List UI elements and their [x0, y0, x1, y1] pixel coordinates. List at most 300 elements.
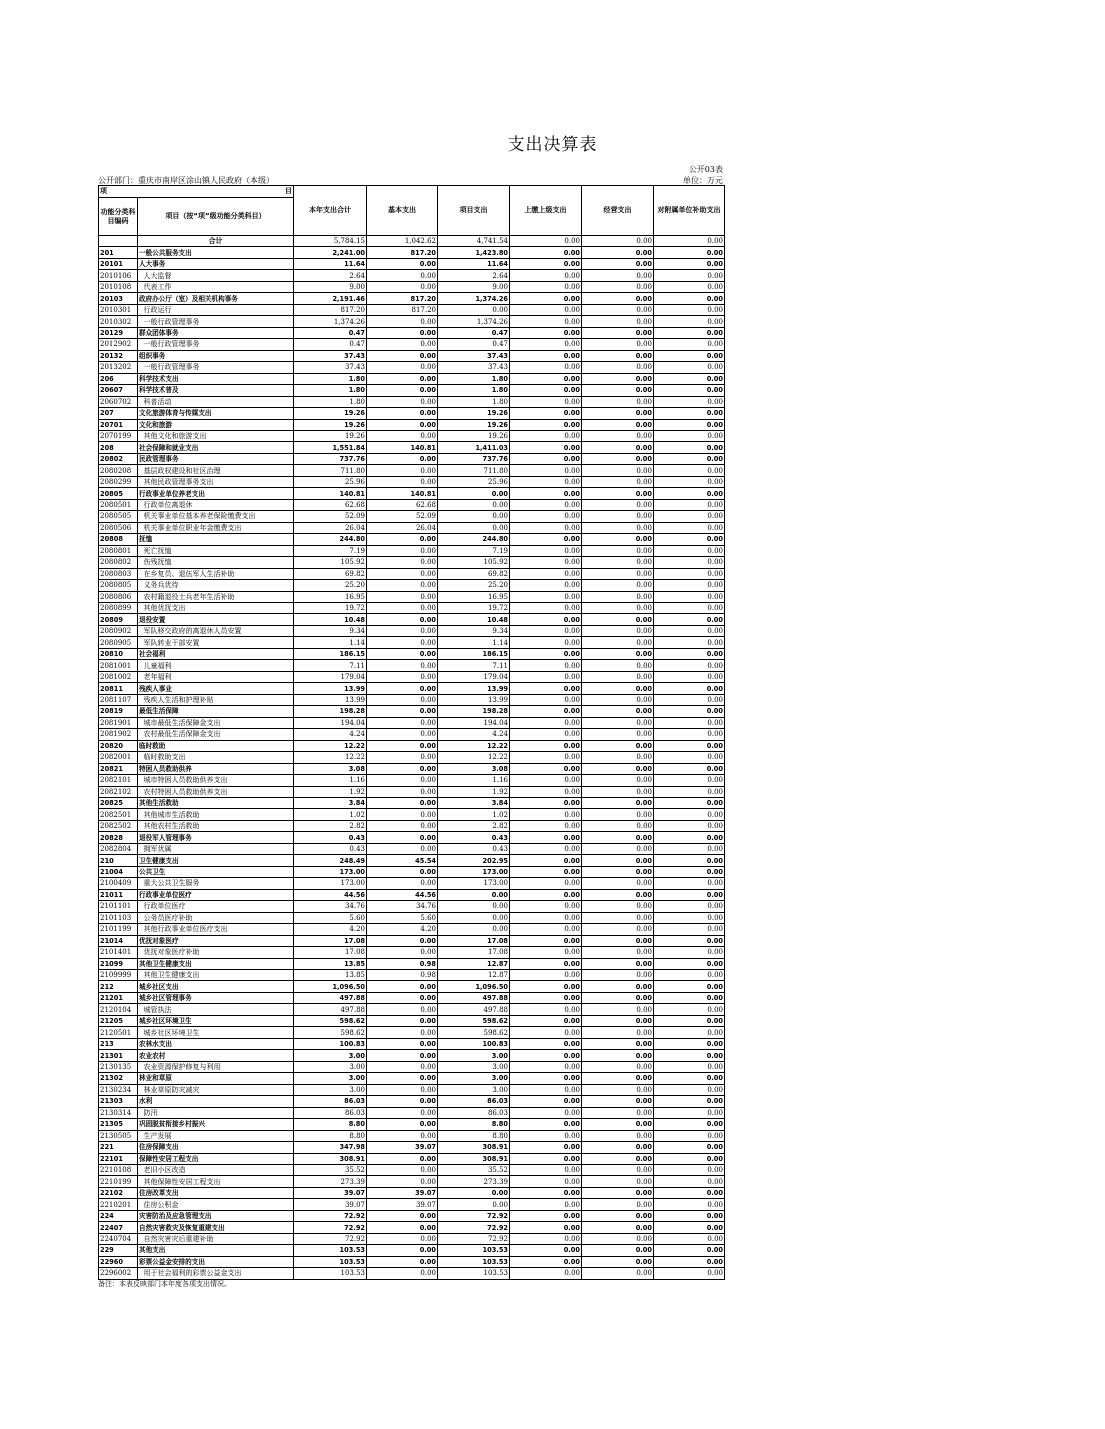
cell-total: 0.47 [294, 339, 367, 350]
cell-project: 0.00 [438, 901, 510, 912]
row-name: 科学技术支出 [138, 373, 294, 384]
cell-subsidy: 0.00 [654, 557, 725, 568]
row-name: 政府办公厅（室）及相关机构事务 [138, 293, 294, 304]
table-row [99, 1119, 725, 1130]
row-name: 文化旅游体育与传媒支出 [138, 408, 294, 419]
row-name: 行政运行 [138, 304, 294, 315]
table-row [99, 1061, 725, 1072]
cell-project: 0.00 [438, 488, 510, 499]
cell-project: 25.20 [438, 580, 510, 591]
cell-remit: 0.00 [510, 637, 582, 648]
cell-total: 12.22 [294, 740, 367, 751]
cell-total: 1.80 [294, 396, 367, 407]
table-row [99, 1256, 725, 1267]
cell-remit: 0.00 [510, 878, 582, 889]
cell-remit: 0.00 [510, 603, 582, 614]
row-code: 21305 [99, 1119, 138, 1130]
cell-subsidy: 0.00 [654, 1061, 725, 1072]
row-name: 城管执法 [138, 1004, 294, 1015]
cell-subsidy: 0.00 [654, 752, 725, 763]
row-code: 210 [99, 855, 138, 866]
cell-project: 1.14 [438, 637, 510, 648]
cell-project: 198.28 [438, 706, 510, 717]
table-row [99, 981, 725, 992]
row-code: 20129 [99, 327, 138, 338]
cell-remit: 0.00 [510, 970, 582, 981]
table-row [99, 729, 725, 740]
cell-subsidy: 0.00 [654, 1073, 725, 1084]
row-name: 机关事业单位基本养老保险缴费支出 [138, 511, 294, 522]
table-row [99, 625, 725, 636]
cell-project: 9.00 [438, 281, 510, 292]
cell-subsidy: 0.00 [654, 408, 725, 419]
table-row [99, 671, 725, 682]
cell-operating: 0.00 [582, 786, 654, 797]
cell-subsidy: 0.00 [654, 591, 725, 602]
cell-operating: 0.00 [582, 247, 654, 258]
cell-remit: 0.00 [510, 809, 582, 820]
cell-total: 37.43 [294, 350, 367, 361]
row-code: 20828 [99, 832, 138, 843]
header-col-subsidy: 对附属单位补助支出 [654, 186, 725, 236]
cell-subsidy: 0.00 [654, 580, 725, 591]
cell-total: 1.16 [294, 775, 367, 786]
cell-operating: 0.00 [582, 797, 654, 808]
cell-total: 8.80 [294, 1130, 367, 1141]
cell-subsidy: 0.00 [654, 1199, 725, 1210]
cell-project: 0.47 [438, 339, 510, 350]
cell-subsidy: 0.00 [654, 970, 725, 981]
cell-subsidy: 0.00 [654, 1107, 725, 1118]
row-code: 20811 [99, 683, 138, 694]
cell-total: 3.00 [294, 1050, 367, 1061]
header-col-project: 项目支出 [438, 186, 510, 236]
row-name: 公务员医疗补助 [138, 912, 294, 923]
cell-subsidy: 0.00 [654, 832, 725, 843]
cell-remit: 0.00 [510, 316, 582, 327]
row-code: 2081107 [99, 694, 138, 705]
cell-basic: 0.00 [367, 1050, 438, 1061]
table-row [99, 442, 725, 453]
cell-project: 3.08 [438, 763, 510, 774]
table-row [99, 775, 725, 786]
cell-project: 12.22 [438, 752, 510, 763]
cell-project: 0.00 [438, 912, 510, 923]
row-name: 在乡复员、退伍军人生活补助 [138, 568, 294, 579]
cell-remit: 0.00 [510, 958, 582, 969]
cell-subsidy: 0.00 [654, 1187, 725, 1198]
row-name: 老年福利 [138, 671, 294, 682]
header-col-total: 本年支出合计 [294, 186, 367, 236]
header-code: 功能分类科目编码 [99, 198, 138, 236]
cell-basic: 0.00 [367, 878, 438, 889]
cell-basic: 0.00 [367, 1027, 438, 1038]
row-code: 20701 [99, 419, 138, 430]
row-name: 拥军优属 [138, 843, 294, 854]
cell-total: 17.08 [294, 947, 367, 958]
row-code: 2080801 [99, 545, 138, 556]
table-row [99, 1050, 725, 1061]
table-row [99, 797, 725, 808]
cell-basic: 817.20 [367, 293, 438, 304]
cell-subsidy: 0.00 [654, 385, 725, 396]
cell-total: 194.04 [294, 717, 367, 728]
table-row [99, 350, 725, 361]
cell-total: 7.19 [294, 545, 367, 556]
table-row [99, 992, 725, 1003]
cell-total: 39.07 [294, 1187, 367, 1198]
table-row [99, 809, 725, 820]
row-code: 2080905 [99, 637, 138, 648]
cell-basic: 0.98 [367, 958, 438, 969]
cell-remit: 0.00 [510, 385, 582, 396]
cell-subsidy: 0.00 [654, 568, 725, 579]
cell-total: 186.15 [294, 648, 367, 659]
row-name: 组织事务 [138, 350, 294, 361]
cell-basic: 0.00 [367, 992, 438, 1003]
cell-project: 19.26 [438, 430, 510, 441]
row-code: 206 [99, 373, 138, 384]
cell-operating: 0.00 [582, 648, 654, 659]
cell-total: 86.03 [294, 1107, 367, 1118]
cell-basic: 0.00 [367, 683, 438, 694]
cell-basic: 0.00 [367, 258, 438, 269]
row-name: 机关事业单位职业年金缴费支出 [138, 522, 294, 533]
cell-basic: 0.00 [367, 981, 438, 992]
cell-remit: 0.00 [510, 786, 582, 797]
table-row [99, 912, 725, 923]
row-name: 义务兵优待 [138, 580, 294, 591]
cell-project: 13.99 [438, 694, 510, 705]
cell-basic: 0.00 [367, 1233, 438, 1244]
cell-remit: 0.00 [510, 1084, 582, 1095]
cell-operating: 0.00 [582, 1015, 654, 1026]
row-name: 老旧小区改造 [138, 1164, 294, 1175]
row-name: 公共卫生 [138, 866, 294, 877]
cell-subsidy: 0.00 [654, 1268, 725, 1279]
cell-basic: 0.00 [367, 1119, 438, 1130]
row-code: 2080805 [99, 580, 138, 591]
table-row [99, 419, 725, 430]
cell-basic: 0.00 [367, 476, 438, 487]
table-row [99, 1107, 725, 1118]
cell-remit: 0.00 [510, 820, 582, 831]
table-row [99, 511, 725, 522]
cell-basic: 0.00 [367, 465, 438, 476]
cell-basic: 0.00 [367, 1245, 438, 1256]
row-code: 20132 [99, 350, 138, 361]
table-row [99, 385, 725, 396]
cell-operating: 0.00 [582, 763, 654, 774]
cell-remit: 0.00 [510, 339, 582, 350]
cell-subsidy: 0.00 [654, 419, 725, 430]
cell-operating: 0.00 [582, 694, 654, 705]
cell-operating: 0.00 [582, 568, 654, 579]
cell-operating: 0.00 [582, 293, 654, 304]
table-row [99, 637, 725, 648]
row-name: 人大事务 [138, 258, 294, 269]
cell-remit: 0.00 [510, 396, 582, 407]
table-row [99, 293, 725, 304]
cell-project: 4.24 [438, 729, 510, 740]
cell-total: 17.08 [294, 935, 367, 946]
footnote: 备注：本表反映部门本年度各项支出情况。 [98, 1280, 231, 1288]
cell-operating: 0.00 [582, 1084, 654, 1095]
row-name: 残疾人事业 [138, 683, 294, 694]
cell-total: 244.80 [294, 534, 367, 545]
cell-basic: 0.00 [367, 935, 438, 946]
cell-basic: 0.00 [367, 637, 438, 648]
row-code: 20101 [99, 258, 138, 269]
cell-remit: 0.00 [510, 419, 582, 430]
row-name: 城乡社区管理事务 [138, 992, 294, 1003]
cell-total: 273.39 [294, 1176, 367, 1187]
cell-subsidy: 0.00 [654, 1050, 725, 1061]
cell-total: 347.98 [294, 1142, 367, 1153]
cell-remit: 0.00 [510, 992, 582, 1003]
cell-remit: 0.00 [510, 1268, 582, 1279]
cell-operating: 0.00 [582, 625, 654, 636]
cell-project: 308.91 [438, 1153, 510, 1164]
cell-subsidy: 0.00 [654, 281, 725, 292]
row-code: 22102 [99, 1187, 138, 1198]
cell-operating: 0.00 [582, 1096, 654, 1107]
table-row [99, 958, 725, 969]
table-row [99, 534, 725, 545]
row-code: 21201 [99, 992, 138, 1003]
cell-total: 13.99 [294, 683, 367, 694]
cell-remit: 0.00 [510, 270, 582, 281]
cell-subsidy: 0.00 [654, 465, 725, 476]
cell-basic: 0.00 [367, 1096, 438, 1107]
row-code: 22407 [99, 1222, 138, 1233]
cell-remit: 0.00 [510, 499, 582, 510]
cell-basic: 0.00 [367, 1164, 438, 1175]
cell-project: 0.00 [438, 304, 510, 315]
cell-basic: 0.00 [367, 270, 438, 281]
cell-basic: 0.00 [367, 625, 438, 636]
cell-subsidy: 0.00 [654, 614, 725, 625]
cell-project: 0.43 [438, 832, 510, 843]
cell-remit: 0.00 [510, 453, 582, 464]
cell-operating: 0.00 [582, 362, 654, 373]
cell-total: 69.82 [294, 568, 367, 579]
row-name: 自然灾害救灾及恢复重建支出 [138, 1222, 294, 1233]
cell-basic: 0.00 [367, 1084, 438, 1095]
cell-remit: 0.00 [510, 763, 582, 774]
cell-subsidy: 0.00 [654, 1015, 725, 1026]
row-name: 其他保障性安居工程支出 [138, 1176, 294, 1187]
table-row [99, 488, 725, 499]
cell-project: 69.82 [438, 568, 510, 579]
cell-basic: 0.00 [367, 603, 438, 614]
row-code: 21004 [99, 866, 138, 877]
row-code: 21099 [99, 958, 138, 969]
cell-subsidy: 0.00 [654, 247, 725, 258]
cell-basic: 0.00 [367, 1210, 438, 1221]
cell-basic: 0.00 [367, 648, 438, 659]
cell-total: 1.14 [294, 637, 367, 648]
cell-remit: 0.00 [510, 683, 582, 694]
cell-remit: 0.00 [510, 465, 582, 476]
cell-total: 34.76 [294, 901, 367, 912]
cell-basic: 0.00 [367, 534, 438, 545]
cell-basic: 26.04 [367, 522, 438, 533]
cell-project: 1.16 [438, 775, 510, 786]
cell-remit: 0.00 [510, 327, 582, 338]
table-row [99, 580, 725, 591]
table-row [99, 924, 725, 935]
table-row [99, 820, 725, 831]
cell-basic: 39.07 [367, 1199, 438, 1210]
row-code [99, 236, 138, 247]
cell-total: 2.82 [294, 820, 367, 831]
cell-project: 711.80 [438, 465, 510, 476]
cell-subsidy: 0.00 [654, 1027, 725, 1038]
row-code: 20805 [99, 488, 138, 499]
cell-subsidy: 0.00 [654, 809, 725, 820]
cell-operating: 0.00 [582, 683, 654, 694]
cell-basic: 0.00 [367, 729, 438, 740]
cell-remit: 0.00 [510, 1073, 582, 1084]
cell-subsidy: 0.00 [654, 912, 725, 923]
row-code: 20820 [99, 740, 138, 751]
cell-project: 7.19 [438, 545, 510, 556]
cell-remit: 0.00 [510, 797, 582, 808]
cell-basic: 0.00 [367, 717, 438, 728]
row-code: 2210199 [99, 1176, 138, 1187]
cell-operating: 0.00 [582, 878, 654, 889]
row-name: 临时救助支出 [138, 752, 294, 763]
cell-remit: 0.00 [510, 350, 582, 361]
cell-project: 0.43 [438, 843, 510, 854]
cell-project: 11.64 [438, 258, 510, 269]
cell-total: 37.43 [294, 362, 367, 373]
cell-project: 86.03 [438, 1107, 510, 1118]
row-code: 22101 [99, 1153, 138, 1164]
cell-operating: 0.00 [582, 258, 654, 269]
row-code: 2080803 [99, 568, 138, 579]
cell-project: 17.08 [438, 947, 510, 958]
table-row [99, 258, 725, 269]
row-name: 一般公共服务支出 [138, 247, 294, 258]
row-code: 2100409 [99, 878, 138, 889]
row-name: 社会福利 [138, 648, 294, 659]
cell-total: 2,241.00 [294, 247, 367, 258]
cell-basic: 0.00 [367, 752, 438, 763]
cell-basic: 0.00 [367, 1176, 438, 1187]
cell-operating: 0.00 [582, 1164, 654, 1175]
row-name: 生产发展 [138, 1130, 294, 1141]
cell-basic: 0.00 [367, 580, 438, 591]
row-name: 合计 [138, 236, 294, 247]
row-name: 群众团体事务 [138, 327, 294, 338]
cell-operating: 0.00 [582, 1176, 654, 1187]
row-name: 一般行政管理事务 [138, 362, 294, 373]
cell-basic: 5.60 [367, 912, 438, 923]
cell-total: 19.26 [294, 408, 367, 419]
cell-total: 9.34 [294, 625, 367, 636]
cell-remit: 0.00 [510, 1004, 582, 1015]
cell-project: 497.88 [438, 1004, 510, 1015]
cell-subsidy: 0.00 [654, 786, 725, 797]
row-code: 22960 [99, 1256, 138, 1267]
cell-operating: 0.00 [582, 465, 654, 476]
cell-project: 35.52 [438, 1164, 510, 1175]
cell-subsidy: 0.00 [654, 797, 725, 808]
row-code: 2080299 [99, 476, 138, 487]
cell-subsidy: 0.00 [654, 316, 725, 327]
cell-operating: 0.00 [582, 1130, 654, 1141]
cell-remit: 0.00 [510, 935, 582, 946]
cell-project: 86.03 [438, 1096, 510, 1107]
cell-basic: 0.00 [367, 671, 438, 682]
cell-total: 13.85 [294, 970, 367, 981]
table-row [99, 327, 725, 338]
table-row [99, 878, 725, 889]
row-code: 2082101 [99, 775, 138, 786]
cell-subsidy: 0.00 [654, 947, 725, 958]
cell-project: 17.08 [438, 935, 510, 946]
cell-subsidy: 0.00 [654, 522, 725, 533]
table-row [99, 281, 725, 292]
cell-basic: 0.00 [367, 1015, 438, 1026]
cell-project: 0.00 [438, 511, 510, 522]
cell-operating: 0.00 [582, 603, 654, 614]
table-row [99, 522, 725, 533]
cell-subsidy: 0.00 [654, 1256, 725, 1267]
cell-total: 86.03 [294, 1096, 367, 1107]
cell-total: 26.04 [294, 522, 367, 533]
cell-subsidy: 0.00 [654, 534, 725, 545]
cell-total: 39.07 [294, 1199, 367, 1210]
cell-subsidy: 0.00 [654, 683, 725, 694]
cell-subsidy: 0.00 [654, 992, 725, 1003]
row-name: 其他农村生活救助 [138, 820, 294, 831]
cell-project: 0.00 [438, 889, 510, 900]
cell-remit: 0.00 [510, 1153, 582, 1164]
cell-total: 598.62 [294, 1015, 367, 1026]
row-name: 其他卫生健康支出 [138, 958, 294, 969]
row-name: 农村籍退役士兵老年生活补助 [138, 591, 294, 602]
cell-total: 497.88 [294, 1004, 367, 1015]
cell-total: 711.80 [294, 465, 367, 476]
row-code: 2082001 [99, 752, 138, 763]
cell-total: 62.68 [294, 499, 367, 510]
cell-project: 7.11 [438, 660, 510, 671]
cell-remit: 0.00 [510, 580, 582, 591]
row-code: 2080899 [99, 603, 138, 614]
table-row [99, 362, 725, 373]
row-name: 基层政权建设和社区治理 [138, 465, 294, 476]
row-name: 行政单位医疗 [138, 901, 294, 912]
cell-operating: 0.00 [582, 580, 654, 591]
cell-subsidy: 0.00 [654, 740, 725, 751]
cell-operating: 0.00 [582, 1107, 654, 1118]
table-row [99, 717, 725, 728]
row-code: 2210201 [99, 1199, 138, 1210]
cell-basic: 0.98 [367, 970, 438, 981]
cell-operating: 0.00 [582, 281, 654, 292]
row-name: 临时救助 [138, 740, 294, 751]
cell-basic: 0.00 [367, 797, 438, 808]
row-name: 农村最低生活保障金支出 [138, 729, 294, 740]
row-name: 其他优抚支出 [138, 603, 294, 614]
cell-project: 179.04 [438, 671, 510, 682]
cell-remit: 0.00 [510, 362, 582, 373]
page-title: 支出决算表 [507, 135, 598, 155]
row-code: 2081002 [99, 671, 138, 682]
